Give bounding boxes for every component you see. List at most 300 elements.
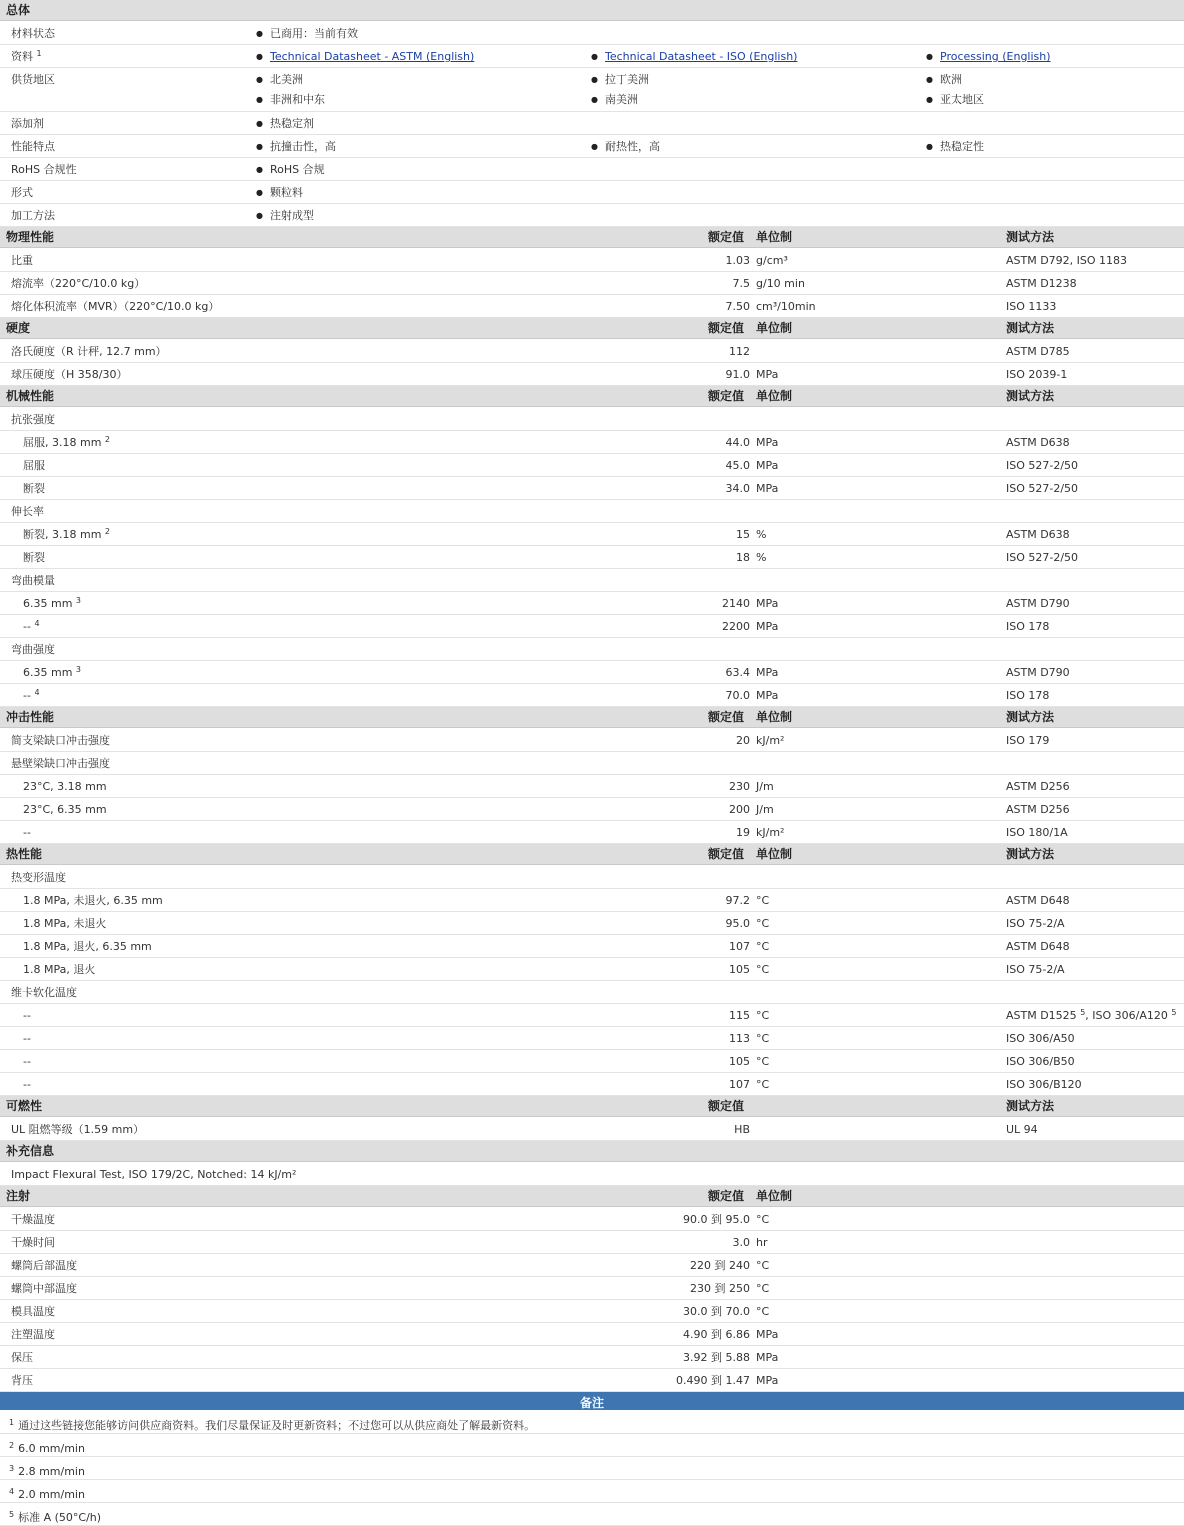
unit: °C — [756, 917, 770, 930]
data-row — [0, 1323, 1184, 1346]
section-header — [0, 1141, 1184, 1162]
unit: °C — [756, 894, 770, 907]
bullet-text: 注射成型 — [270, 209, 314, 222]
property-label-text: 弯曲强度 — [11, 643, 55, 656]
footnote — [9, 1440, 85, 1455]
property-row — [0, 158, 1184, 181]
data-row — [0, 477, 1184, 500]
data-row — [0, 592, 1184, 615]
test-method — [1006, 690, 1049, 702]
data-row — [0, 638, 1184, 661]
property-label-text: 模具温度 — [11, 1305, 55, 1318]
data-row — [0, 1254, 1184, 1277]
bullet-item — [591, 141, 660, 153]
column-header-unit: 单位制 — [756, 847, 793, 861]
bullet-item — [926, 141, 984, 153]
data-row — [0, 295, 1184, 318]
test-method — [1006, 735, 1049, 747]
test-method-text: ISO 2039-1 — [1006, 368, 1068, 381]
test-method — [1006, 964, 1065, 976]
unit: cm³/10min — [756, 300, 816, 313]
property-label-text: 螺筒中部温度 — [11, 1282, 77, 1295]
test-method-text-2: , ISO 306/A120 — [1085, 1009, 1168, 1022]
data-row — [0, 363, 1184, 386]
property-label-text: 1.8 MPa, 退火, 6.35 mm — [23, 940, 152, 953]
nominal-value: 63.4 — [725, 666, 750, 679]
footnote-row — [0, 1434, 1184, 1457]
bullet-text: 亚太地区 — [940, 93, 984, 106]
nominal-value: 91.0 — [725, 368, 750, 381]
test-method — [1006, 1010, 1176, 1022]
footnote-ref: 5 — [1171, 1008, 1177, 1017]
test-method — [1006, 1124, 1038, 1136]
section-title: 机械性能 — [6, 389, 55, 403]
property-label-text: -- — [23, 1055, 31, 1068]
unit: °C — [756, 1213, 770, 1226]
property-label — [23, 918, 106, 930]
test-method-text: ASTM D638 — [1006, 436, 1070, 449]
property-label — [23, 690, 40, 702]
property-label-text: 断裂 — [23, 482, 45, 495]
section-title: 硬度 — [6, 321, 31, 335]
data-row — [0, 729, 1184, 752]
nominal-value: 113 — [729, 1032, 750, 1045]
nominal-value: 230 到 250 — [690, 1282, 750, 1295]
test-method-text: ISO 306/B50 — [1006, 1055, 1075, 1068]
nominal-value: 107 — [729, 1078, 750, 1091]
data-row — [0, 1004, 1184, 1027]
data-row — [0, 912, 1184, 935]
unit: kJ/m² — [756, 826, 785, 839]
property-label-text: 形式 — [11, 186, 33, 199]
unit: °C — [756, 1259, 770, 1272]
property-label-text: 材料状态 — [11, 27, 55, 40]
data-row — [0, 1369, 1184, 1392]
datasheet-link[interactable] — [256, 51, 474, 63]
bullet-text: 热稳定性 — [940, 140, 984, 153]
data-row — [0, 1231, 1184, 1254]
property-label-text: 球压硬度（H 358/30） — [11, 368, 128, 381]
test-method-text: ISO 1133 — [1006, 300, 1057, 313]
data-row — [0, 798, 1184, 821]
column-header-value: 额定值 — [708, 389, 745, 403]
section-title: 注射 — [6, 1189, 31, 1203]
property-label-text: 保压 — [11, 1351, 33, 1364]
test-method — [1006, 804, 1070, 816]
nominal-value: 95.0 — [725, 917, 750, 930]
property-label-text: 伸长率 — [11, 505, 44, 518]
unit: MPa — [756, 1374, 779, 1387]
bullet-item — [926, 94, 984, 106]
property-label-text: 比重 — [11, 254, 33, 267]
property-label — [11, 1214, 55, 1226]
test-method-text: ASTM D790 — [1006, 597, 1070, 610]
footnote-number: 5 — [9, 1510, 15, 1519]
notes-header — [0, 1392, 1184, 1410]
section-header — [0, 318, 1184, 339]
unit: MPa — [756, 597, 779, 610]
section-header — [0, 844, 1184, 865]
property-label — [11, 1352, 33, 1364]
column-header-value: 额定值 — [708, 710, 745, 724]
property-row — [0, 45, 1184, 68]
nominal-value: 20 — [736, 734, 750, 747]
property-label-text: 注塑温度 — [11, 1328, 55, 1341]
unit: °C — [756, 1078, 770, 1091]
column-header-value: 额定值 — [708, 847, 745, 861]
data-row — [0, 500, 1184, 523]
datasheet-link[interactable] — [926, 51, 1051, 63]
property-label — [23, 781, 107, 793]
bullet-item — [256, 187, 303, 199]
property-label-text: 简支梁缺口冲击强度 — [11, 734, 110, 747]
property-row — [0, 22, 1184, 45]
property-label-text: 螺筒后部温度 — [11, 1259, 77, 1272]
link-text[interactable]: Technical Datasheet - ASTM (English) — [270, 50, 475, 63]
data-row — [0, 454, 1184, 477]
column-header-value: 额定值 — [708, 230, 745, 244]
data-row — [0, 684, 1184, 707]
data-row — [0, 615, 1184, 638]
section-header — [0, 227, 1184, 248]
bullet-item — [591, 94, 638, 106]
nominal-value: 15 — [736, 528, 750, 541]
test-method — [1006, 1056, 1075, 1068]
section-title: 可燃性 — [6, 1099, 43, 1113]
bullet-text: 北美洲 — [270, 73, 303, 86]
property-label — [23, 804, 107, 816]
test-method-text: ISO 306/A50 — [1006, 1032, 1075, 1045]
data-row — [0, 569, 1184, 592]
bullet-text: 非洲和中东 — [270, 93, 325, 106]
footnote — [9, 1463, 85, 1478]
footnote-ref: 2 — [104, 527, 111, 536]
unit: MPa — [756, 689, 779, 702]
footnote — [9, 1509, 101, 1524]
property-label — [11, 118, 44, 130]
bullet-text: RoHS 合规 — [270, 163, 325, 176]
property-label — [23, 598, 81, 610]
property-label-text: 维卡软化温度 — [11, 986, 77, 999]
nominal-value: 200 — [729, 803, 750, 816]
unit: MPa — [756, 1351, 779, 1364]
property-label-text: 加工方法 — [11, 209, 55, 222]
footnote-text: 标准 A (50°C/h) — [18, 1511, 102, 1524]
property-label-text: -- — [23, 689, 31, 702]
unit: °C — [756, 963, 770, 976]
property-label — [23, 1056, 31, 1068]
property-label-text: 1.8 MPa, 未退火, 6.35 mm — [23, 894, 163, 907]
unit: °C — [756, 1009, 770, 1022]
nominal-value: 19 — [736, 826, 750, 839]
property-label-text: 屈服 — [23, 459, 45, 472]
test-method — [1006, 255, 1127, 267]
unit: MPa — [756, 436, 779, 449]
unit: MPa — [756, 368, 779, 381]
bullet-item — [256, 28, 358, 40]
property-label — [23, 529, 110, 541]
datasheet-link[interactable] — [591, 51, 797, 63]
footnote-number: 1 — [9, 1418, 15, 1427]
data-row — [0, 1027, 1184, 1050]
property-label — [23, 964, 95, 976]
test-method-text: ASTM D648 — [1006, 894, 1070, 907]
test-method-text: ISO 306/B120 — [1006, 1078, 1082, 1091]
test-method-text: ASTM D1525 — [1006, 1009, 1077, 1022]
property-row — [0, 135, 1184, 158]
property-label — [11, 369, 127, 381]
test-method-text: ASTM D638 — [1006, 528, 1070, 541]
nominal-value: 115 — [729, 1009, 750, 1022]
property-row — [0, 112, 1184, 135]
property-label — [11, 187, 33, 199]
property-label-text: 断裂, 3.18 mm — [23, 528, 102, 541]
property-label-text: 1.8 MPa, 退火 — [23, 963, 96, 976]
nominal-value: 97.2 — [725, 894, 750, 907]
bullet-text: 热稳定剂 — [270, 117, 314, 130]
property-label-text: 资料 — [11, 50, 33, 63]
bullet-text: 颗粒料 — [270, 186, 303, 199]
test-method — [1006, 1033, 1075, 1045]
unit: J/m — [756, 780, 774, 793]
link-text[interactable]: Technical Datasheet - ISO (English) — [605, 50, 798, 63]
property-label-text: 23°C, 6.35 mm — [23, 803, 107, 816]
data-row — [0, 1277, 1184, 1300]
link-text[interactable]: Processing (English) — [940, 50, 1051, 63]
property-label — [11, 575, 55, 587]
bullet-item — [256, 94, 325, 106]
bullet-item — [256, 141, 336, 153]
property-label — [23, 1010, 31, 1022]
section-title: 热性能 — [6, 847, 43, 861]
property-label-text: 1.8 MPa, 未退火 — [23, 917, 107, 930]
column-header-test-method: 测试方法 — [1006, 389, 1055, 403]
bullet-text: 欧洲 — [940, 73, 962, 86]
test-method — [1006, 667, 1070, 679]
footnote-ref: 3 — [75, 665, 82, 674]
property-label — [11, 1375, 33, 1387]
property-label — [23, 895, 163, 907]
section-title: 冲击性能 — [6, 710, 55, 724]
bullet-text: 已商用：当前有效 — [270, 27, 358, 40]
column-header-test-method: 测试方法 — [1006, 1099, 1055, 1113]
unit: °C — [756, 1055, 770, 1068]
test-method-text: ISO 75-2/A — [1006, 963, 1065, 976]
unit: % — [756, 528, 767, 541]
test-method-text: ISO 527-2/50 — [1006, 551, 1079, 564]
data-row — [0, 546, 1184, 569]
nominal-value: 34.0 — [725, 482, 750, 495]
data-row — [0, 1073, 1184, 1096]
test-method — [1006, 621, 1049, 633]
nominal-value: 3.0 — [732, 1236, 750, 1249]
unit: MPa — [756, 459, 779, 472]
data-row — [0, 1208, 1184, 1231]
property-label — [23, 552, 45, 564]
property-label — [11, 872, 66, 884]
test-method — [1006, 369, 1067, 381]
property-label-text: 屈服, 3.18 mm — [23, 436, 102, 449]
nominal-value: 30.0 到 70.0 — [683, 1305, 750, 1318]
data-row — [0, 935, 1184, 958]
property-label — [11, 644, 55, 656]
nominal-value: 44.0 — [725, 436, 750, 449]
test-method — [1006, 941, 1070, 953]
footnote-ref: 2 — [104, 435, 111, 444]
property-label — [11, 1237, 55, 1249]
footnote-number: 3 — [9, 1464, 15, 1473]
footnote-row — [0, 1480, 1184, 1503]
column-header-value: 额定值 — [708, 1099, 745, 1113]
unit: % — [756, 551, 767, 564]
unit: MPa — [756, 620, 779, 633]
property-label — [11, 164, 77, 176]
property-label-text: UL 阻燃等级（1.59 mm） — [11, 1123, 145, 1136]
test-method — [1006, 460, 1078, 472]
nominal-value: 220 到 240 — [690, 1259, 750, 1272]
property-label — [11, 346, 167, 358]
test-method — [1006, 483, 1078, 495]
test-method-text: ASTM D792, ISO 1183 — [1006, 254, 1128, 267]
property-label — [11, 278, 145, 290]
property-label — [23, 827, 31, 839]
property-label-text: 干燥温度 — [11, 1213, 55, 1226]
data-row — [0, 408, 1184, 431]
test-method-text: UL 94 — [1006, 1123, 1038, 1136]
data-row — [0, 1346, 1184, 1369]
property-row — [0, 181, 1184, 204]
unit: J/m — [756, 803, 774, 816]
property-row — [0, 68, 1184, 112]
footnote — [9, 1417, 535, 1432]
property-label — [11, 1169, 296, 1181]
data-row — [0, 431, 1184, 454]
bullet-text: 拉丁美洲 — [605, 73, 649, 86]
unit: hr — [756, 1236, 768, 1249]
column-header-unit: 单位制 — [756, 321, 793, 335]
property-label — [23, 941, 152, 953]
column-header-unit: 单位制 — [756, 389, 793, 403]
property-label — [11, 1283, 77, 1295]
property-label — [11, 28, 55, 40]
property-label — [11, 506, 44, 518]
test-method-text: ISO 527-2/50 — [1006, 482, 1079, 495]
data-row — [0, 889, 1184, 912]
data-row — [0, 958, 1184, 981]
property-label — [11, 414, 55, 426]
footnote-text: 通过这些链接您能够访问供应商资料。我们尽量保证及时更新资料；不过您可以从供应商处了解最新资料。 — [18, 1419, 536, 1432]
nominal-value: 105 — [729, 1055, 750, 1068]
property-label-text: 6.35 mm — [23, 666, 73, 679]
property-label-text: 23°C, 3.18 mm — [23, 780, 107, 793]
property-label-text: -- — [23, 1009, 31, 1022]
footnote-number: 4 — [9, 1487, 15, 1496]
data-row — [0, 272, 1184, 295]
property-label-text: 干燥时间 — [11, 1236, 55, 1249]
test-method — [1006, 895, 1070, 907]
test-method — [1006, 346, 1070, 358]
nominal-value: 70.0 — [725, 689, 750, 702]
footnote-text: 2.8 mm/min — [18, 1465, 85, 1478]
property-label — [23, 667, 81, 679]
unit: MPa — [756, 666, 779, 679]
property-label-text: 6.35 mm — [23, 597, 73, 610]
data-row — [0, 1050, 1184, 1073]
test-method-text: ISO 178 — [1006, 689, 1050, 702]
test-method — [1006, 1079, 1082, 1091]
column-header-test-method: 测试方法 — [1006, 847, 1055, 861]
nominal-value: 105 — [729, 963, 750, 976]
nominal-value: 112 — [729, 345, 750, 358]
footnote-ref: 3 — [75, 596, 82, 605]
property-label — [23, 437, 110, 449]
property-label — [11, 141, 55, 153]
nominal-value: 90.0 到 95.0 — [683, 1213, 750, 1226]
property-label — [11, 987, 77, 999]
test-method — [1006, 598, 1070, 610]
nominal-value: 3.92 到 5.88 — [683, 1351, 750, 1364]
test-method-text: ASTM D648 — [1006, 940, 1070, 953]
test-method-text: ASTM D1238 — [1006, 277, 1077, 290]
section-header — [0, 707, 1184, 728]
bullet-text: 南美洲 — [605, 93, 638, 106]
bullet-item — [926, 74, 962, 86]
notes-title: 备注 — [579, 1396, 604, 1410]
property-label — [11, 74, 55, 86]
property-label-text: 背压 — [11, 1374, 33, 1387]
unit: °C — [756, 1305, 770, 1318]
test-method-text: ASTM D256 — [1006, 780, 1070, 793]
unit: kJ/m² — [756, 734, 785, 747]
footnote-text: 2.0 mm/min — [18, 1488, 85, 1501]
property-label-text: 性能特点 — [11, 140, 55, 153]
test-method-text: ISO 179 — [1006, 734, 1050, 747]
column-header-test-method: 测试方法 — [1006, 321, 1055, 335]
column-header-unit: 单位制 — [756, 230, 793, 244]
footnote-row — [0, 1411, 1184, 1434]
property-label — [23, 621, 40, 633]
column-header-unit: 单位制 — [756, 710, 793, 724]
property-label — [11, 1260, 77, 1272]
section-header — [0, 0, 1184, 21]
unit: °C — [756, 1282, 770, 1295]
unit: °C — [756, 940, 770, 953]
data-row — [0, 821, 1184, 844]
property-label-text: 抗张强度 — [11, 413, 55, 426]
property-label-text: 供货地区 — [11, 73, 55, 86]
footnote-row — [0, 1503, 1184, 1526]
nominal-value: 0.490 到 1.47 — [676, 1374, 750, 1387]
property-label-text: Impact Flexural Test, ISO 179/2C, Notched: 14 kJ/m² — [11, 1168, 297, 1181]
test-method — [1006, 529, 1070, 541]
property-label-text: 添加剂 — [11, 117, 44, 130]
test-method-text: ASTM D256 — [1006, 803, 1070, 816]
nominal-value: 18 — [736, 551, 750, 564]
data-row — [0, 866, 1184, 889]
footnote-ref: 4 — [34, 688, 40, 697]
nominal-value: 2200 — [722, 620, 750, 633]
property-label — [11, 210, 55, 222]
data-row — [0, 523, 1184, 546]
test-method-text: ISO 180/1A — [1006, 826, 1068, 839]
unit: MPa — [756, 1328, 779, 1341]
test-method — [1006, 278, 1077, 290]
data-row — [0, 1300, 1184, 1323]
unit: MPa — [756, 482, 779, 495]
property-label — [23, 1033, 31, 1045]
property-label-text: 熔流率（220°C/10.0 kg） — [11, 277, 146, 290]
nominal-value: 7.50 — [725, 300, 750, 313]
